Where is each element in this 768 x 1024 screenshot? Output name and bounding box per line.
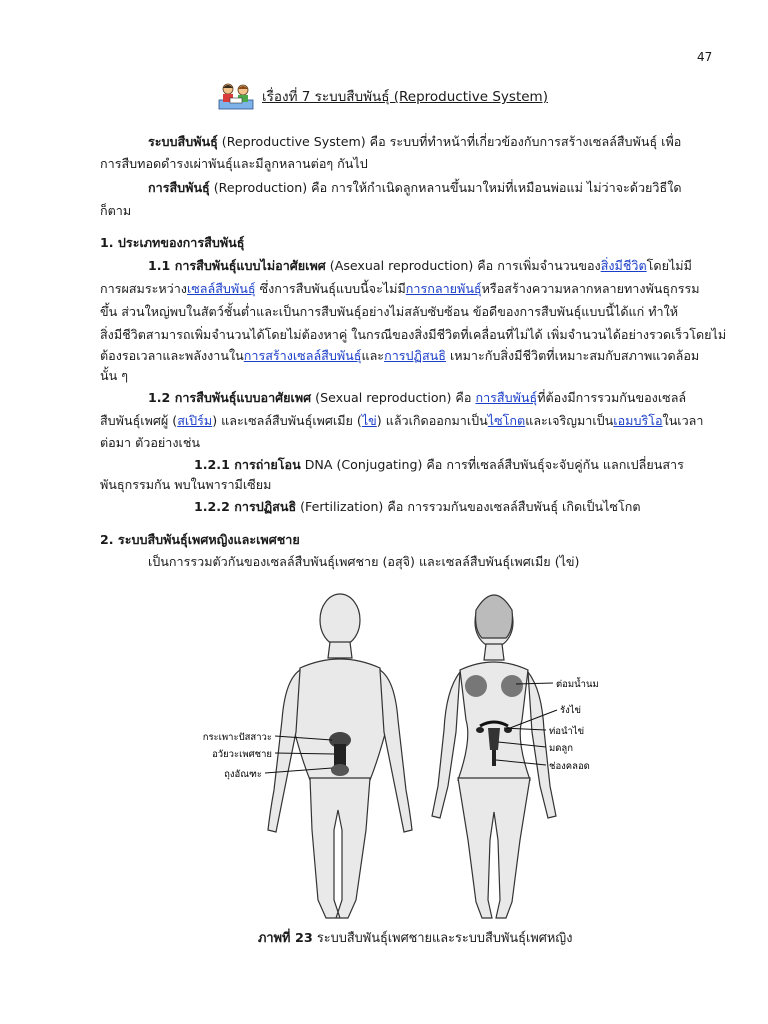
body-text: (Asexual reproduction) คือ การเพิ่มจำนวนของ xyxy=(325,258,601,273)
asexual-line: นั้น ๆ xyxy=(100,368,128,383)
asexual-line xyxy=(148,256,692,276)
label-uterus: มดลูก xyxy=(549,743,574,754)
asexual-line: สิ่งมีชีวิตสามารถเพิ่มจำนวนได้โดยไม่ต้องหาคู่ ในกรณีของสิ่งมีชีวิตที่เคลื่อนที่ไม่ได้ เพิ่มจำนวนได้อย่างรวดเร็วโดยไม่ xyxy=(100,327,727,342)
term-reproduction: การสืบพันธุ์ xyxy=(148,180,210,195)
asexual-line: ขึ้น ส่วนใหญ่พบในสัตว์ชั้นต่ำและเป็นการสืบพันธุ์อย่างไม่สลับซับซ้อน ข้อดีของการสืบพันธุ์แบบนี้ได้แก่ ทำให้ xyxy=(100,304,679,319)
link-fertilization[interactable]: การปฏิสนธิ xyxy=(384,348,446,363)
asexual-line xyxy=(100,346,699,366)
term-reproductive-system: ระบบสืบพันธุ์ xyxy=(148,134,218,149)
page-number: 47 xyxy=(697,50,713,64)
link-egg[interactable]: ไข่ xyxy=(361,413,377,428)
section-heading-1: 1. ประเภทของการสืบพันธุ์ xyxy=(100,235,245,250)
section-heading-2: 2. ระบบสืบพันธุ์เพศหญิงและเพศชาย xyxy=(100,532,300,547)
body-text: และ xyxy=(361,348,385,363)
intro-text: (Reproduction) คือ การให้กำเนิดลูกหลานขึ้นมาใหม่ที่เหมือนพ่อแม่ ไม่ว่าจะด้วยวิธีใด xyxy=(209,180,682,195)
label-ovary: รังไข่ xyxy=(560,705,582,716)
link-embryo[interactable]: เอมบริโอ xyxy=(613,413,663,428)
intro-paragraph-1 xyxy=(148,132,681,152)
body-text: ) แล้วเกิดออกมาเป็น xyxy=(376,413,488,428)
fertilization-line xyxy=(194,497,641,517)
page-title: เรื่องที่ 7 ระบบสืบพันธุ์ (Reproductive System) xyxy=(262,89,548,105)
intro-line: ก็ตาม xyxy=(100,203,132,218)
body-text: ที่ต้องมีการรวมกันของเซลล์ xyxy=(537,390,687,405)
term-asexual: 1.1 การสืบพันธุ์แบบไม่อาศัยเพศ xyxy=(148,258,326,273)
label-oviduct: ท่อนำไข่ xyxy=(549,726,585,737)
sexual-line xyxy=(148,388,686,408)
body-text: เหมาะกับสิ่งมีชีวิตที่เหมาะสมกับสภาพแวดล้อม xyxy=(445,348,700,363)
link-living-thing[interactable]: สิ่งมีชีวิต xyxy=(600,258,647,273)
caption-text: ระบบสืบพันธุ์เพศชายและระบบสืบพันธุ์เพศหญิง xyxy=(312,931,573,946)
body-text: ต้องรอเวลาและพลังงานใน xyxy=(100,348,244,363)
sexual-line xyxy=(100,411,703,431)
conjugating-line xyxy=(194,455,684,475)
link-zygote[interactable]: ไซโกต xyxy=(487,413,526,428)
body-text: (Fertilization) คือ การรวมกันของเซลล์สืบพันธุ์ เกิดเป็นไซโกต xyxy=(296,499,641,514)
label-mammary-gland: ต่อมน้ำนม xyxy=(556,679,599,690)
body-text: DNA (Conjugating) คือ การที่เซลล์สืบพันธุ์จะจับคู่กัน แลกเปลี่ยนสาร xyxy=(300,457,684,472)
body-text: การผสมระหว่าง xyxy=(100,281,187,296)
term-fertilization: 1.2.2 การปฏิสนธิ xyxy=(194,499,297,514)
title-row xyxy=(218,82,548,110)
section-2-text: เป็นการรวมตัวกันของเซลล์สืบพันธุ์เพศชาย (อสุจิ) และเซลล์สืบพันธุ์เพศเมีย (ไข่) xyxy=(148,554,580,569)
body-text: หรือสร้างความหลากหลายทางพันธุกรรม xyxy=(481,281,700,296)
link-reproduction[interactable]: การสืบพันธุ์ xyxy=(475,390,538,405)
figure-caption xyxy=(258,927,572,948)
link-gamete-production[interactable]: การสร้างเซลล์สืบพันธุ์ xyxy=(243,348,362,363)
body-text: โดยไม่มี xyxy=(646,258,692,273)
link-gamete[interactable]: เซลล์สืบพันธุ์ xyxy=(186,281,256,296)
body-text: ในเวลา xyxy=(662,413,704,428)
asexual-line xyxy=(100,279,700,299)
label-bladder: กระเพาะปัสสาวะ xyxy=(202,732,272,743)
intro-text: (Reproductive System) คือ ระบบที่ทำหน้าที่เกี่ยวข้องกับการสร้างเซลล์สืบพันธุ์ เพื่อ xyxy=(217,134,682,149)
body-text: (Sexual reproduction) คือ xyxy=(311,390,476,405)
reproductive-system-figure xyxy=(150,580,630,925)
term-conjugating: 1.2.1 การถ่ายโอน xyxy=(194,457,301,472)
link-sperm[interactable]: สเปิร์ม xyxy=(177,413,213,428)
caption-number: ภาพที่ 23 xyxy=(258,931,313,946)
students-reading-icon xyxy=(218,82,254,110)
sexual-line: ต่อมา ตัวอย่างเช่น xyxy=(100,435,200,450)
intro-paragraph-2 xyxy=(148,178,682,198)
intro-line: การสืบทอดดำรงเผ่าพันธุ์และมีลูกหลานต่อๆ กันไป xyxy=(100,156,368,171)
label-penis: อวัยวะเพศชาย xyxy=(212,749,272,760)
conjugating-line: พันธุกรรมกัน พบในพารามีเซียม xyxy=(100,477,272,492)
body-text: และเจริญมาเป็น xyxy=(525,413,614,428)
body-text: สืบพันธุ์เพศผู้ ( xyxy=(100,413,178,428)
label-scrotum: ถุงอัณฑะ xyxy=(224,769,262,780)
label-vagina: ช่องคลอด xyxy=(549,761,590,772)
link-mutation[interactable]: การกลายพันธุ์ xyxy=(405,281,482,296)
term-sexual: 1.2 การสืบพันธุ์แบบอาศัยเพศ xyxy=(148,390,312,405)
body-text: ) และเซลล์สืบพันธุ์เพศเมีย ( xyxy=(212,413,362,428)
body-text: ซึ่งการสืบพันธุ์แบบนี้จะไม่มี xyxy=(255,281,406,296)
